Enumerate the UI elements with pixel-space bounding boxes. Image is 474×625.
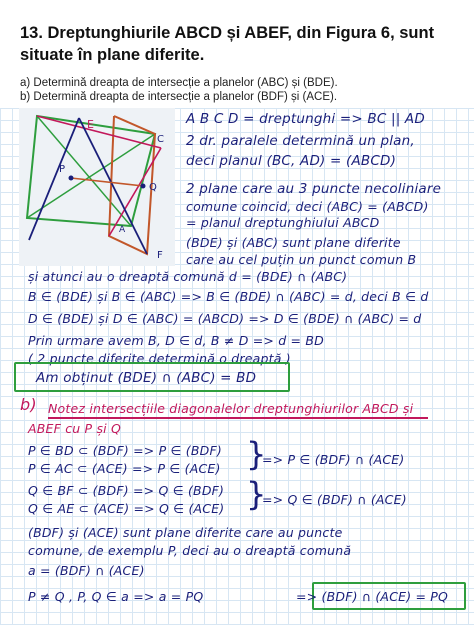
part-b-line-5-result: => Q ∈ (BDF) ∩ (ACE) <box>262 492 407 507</box>
part-b-line-4: P ∈ AC ⊂ (ACE) => P ∈ (ACE) <box>28 461 221 476</box>
part-a-line-6: = planul dreptunghiului ABCD <box>186 215 380 230</box>
point-q <box>141 184 146 189</box>
problem-title-line-1: 13. Dreptunghiurile ABCD și ABEF, din Figura 6, sunt <box>20 24 435 42</box>
label-a: A <box>119 225 126 235</box>
problem-questions <box>20 76 454 104</box>
part-b-line-10: P ≠ Q , P, Q ∈ a => a = PQ <box>28 589 204 604</box>
question-b: b) Determină dreapta de intersecție a planelor (BDF) și (ACE). <box>20 91 338 103</box>
part-b-line-5: Q ∈ BF ⊂ (BDF) => Q ∈ (BDF) <box>28 483 225 498</box>
part-a-line-7: (BDE) și (ABC) sunt plane diferite <box>186 235 401 250</box>
part-a-line-10: B ∈ (BDE) și B ∈ (ABC) => B ∈ (BDE) ∩ (ABC) = d, deci B ∈ d <box>28 289 429 304</box>
part-a-line-12: Prin urmare avem B, D ∈ d, B ≠ D => d = BD <box>28 333 324 348</box>
figure-6-drawing <box>19 108 175 266</box>
part-a-line-8: care au cel puțin un punct comun B <box>186 252 417 267</box>
part-b-line-9: a = (BDF) ∩ (ACE) <box>28 563 145 578</box>
part-a-line-3: deci planul (BC, AD) = (ABCD) <box>186 153 397 169</box>
part-b-line-8: comune, de exemplu P, deci au o dreaptă comună <box>28 543 352 558</box>
part-a-line-11: D ∈ (BDE) și D ∈ (ABC) = (ABCD) => D ∈ (BDE) ∩ (ABC) = d <box>28 311 422 326</box>
label-p: P <box>59 164 66 175</box>
part-a-line-1: A B C D = dreptunghi => BC || AD <box>186 111 425 127</box>
question-a: a) Determină dreapta de intersecție a planelor (ABC) și (BDE). <box>20 77 338 89</box>
part-b-answer: => (BDF) ∩ (ACE) = PQ <box>296 589 449 604</box>
label-c: C <box>157 134 164 145</box>
part-a-line-5: comune coincid, deci (ABC) = (ABCD) <box>186 199 429 214</box>
part-a-line-4: 2 plane care au 3 puncte necoliniare <box>186 181 442 197</box>
part-b-line-3: P ∈ BD ⊂ (BDF) => P ∈ (BDF) <box>28 443 222 458</box>
problem-title-line-2: situate în plane diferite. <box>20 46 205 64</box>
label-f: F <box>157 250 163 261</box>
rectangles-figure-svg <box>19 108 175 266</box>
part-a-line-2: 2 dr. paralele determină un plan, <box>186 133 415 149</box>
brace-p: } <box>246 435 267 473</box>
part-b-line-7: (BDF) și (ACE) sunt plane diferite care au puncte <box>28 525 343 540</box>
part-b-underline <box>48 417 428 419</box>
rectangle-abcd <box>27 116 155 226</box>
brace-q: } <box>246 475 267 513</box>
diagonal-ac <box>37 116 131 226</box>
part-b-line-2: ABEF cu P și Q <box>28 421 122 436</box>
part-a-line-13: ( 2 puncte diferite determină o dreaptă ) <box>28 351 291 366</box>
label-e: E <box>87 118 94 131</box>
point-p <box>69 176 74 181</box>
part-b-line-1: Notez intersecțiile diagonalelor dreptunghiurilor ABCD și <box>48 401 414 416</box>
part-b-line-6: Q ∈ AE ⊂ (ACE) => Q ∈ (ACE) <box>28 501 225 516</box>
part-a-line-9: și atunci au o dreaptă comună d = (BDE) ∩ (ABC) <box>28 269 348 284</box>
part-b-line-3-result: => P ∈ (BDF) ∩ (ACE) <box>262 452 405 467</box>
part-a-answer: Am obținut (BDE) ∩ (ABC) = BD <box>36 370 257 386</box>
label-q: Q <box>149 182 157 193</box>
problem-title <box>20 22 454 66</box>
part-b-label: b) <box>20 395 37 414</box>
problem-header <box>0 0 474 108</box>
